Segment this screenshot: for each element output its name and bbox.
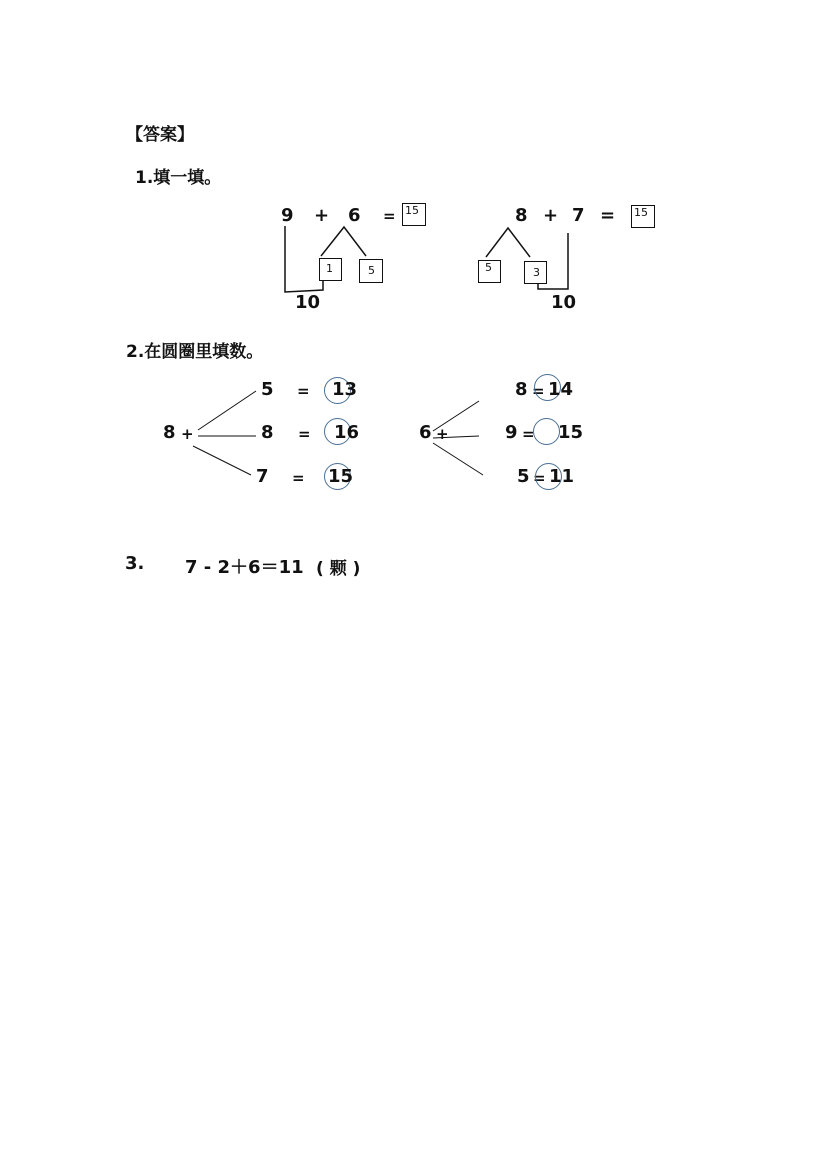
q1-right-split-b-box: 3	[524, 261, 547, 284]
answer-label: 【答案】	[126, 125, 194, 145]
q2-left-row2-result: 16	[334, 422, 360, 443]
q2-left-op: +	[181, 425, 194, 443]
q3-number: 3.	[125, 553, 145, 574]
q1-right-op: +	[543, 205, 559, 226]
q2-left-row1-result: 13	[332, 379, 358, 400]
q1-left-split-b-box: 5	[359, 259, 383, 283]
q2-left-row1-addend: 5	[261, 379, 274, 400]
q2-right-row2-eq: =	[522, 425, 535, 443]
q1-right-split-a-box: 5	[478, 260, 501, 283]
q1-right-b: 7	[572, 205, 585, 226]
q1-right-a: 8	[515, 205, 528, 226]
q2-right-row2-addend: 9	[505, 422, 518, 443]
q1-title: 1.填一填。	[135, 168, 222, 188]
q2-left-row2-addend: 8	[261, 422, 274, 443]
q2-left-row3-eq: =	[292, 469, 305, 487]
q1-left-eq: =	[383, 207, 396, 225]
q2-right-op: +	[436, 425, 449, 443]
q2-right-row2-circle	[533, 418, 560, 445]
q1-right-eq: =	[600, 205, 616, 226]
q1-left-op: +	[314, 205, 330, 226]
q2-title: 2.在圆圈里填数。	[126, 342, 264, 362]
q2-right-row2-result: 15	[558, 422, 584, 443]
q1-left-b: 6	[348, 205, 361, 226]
q2-right-row3-addend: 5	[517, 466, 530, 487]
q1-left-a: 9	[281, 205, 294, 226]
q2-left-row2-eq: =	[298, 425, 311, 443]
q1-left-result-box: 15	[402, 203, 426, 226]
q3-unit: ( 颗 )	[316, 559, 361, 579]
q2-right-row1-result: 14	[548, 379, 574, 400]
q1-right-ten: 10	[551, 292, 577, 313]
q2-right-row3-eq: =	[533, 469, 546, 487]
q1-right-result-box: 15	[631, 205, 655, 228]
q2-right-row3-result: 11	[549, 466, 575, 487]
q3-expression: 7 - 2＋6＝11	[185, 557, 304, 578]
q2-left-base: 8	[163, 422, 176, 443]
q2-right-row1-eq: =	[532, 382, 545, 400]
q2-right-base: 6	[419, 422, 432, 443]
q1-left-split-a-box: 1	[319, 258, 342, 281]
q2-left-row3-addend: 7	[256, 466, 269, 487]
q2-right-row1-addend: 8	[515, 379, 528, 400]
q2-left-row1-eq: =	[297, 382, 310, 400]
q2-left-row3-result: 15	[328, 466, 354, 487]
q1-left-ten: 10	[295, 292, 321, 313]
